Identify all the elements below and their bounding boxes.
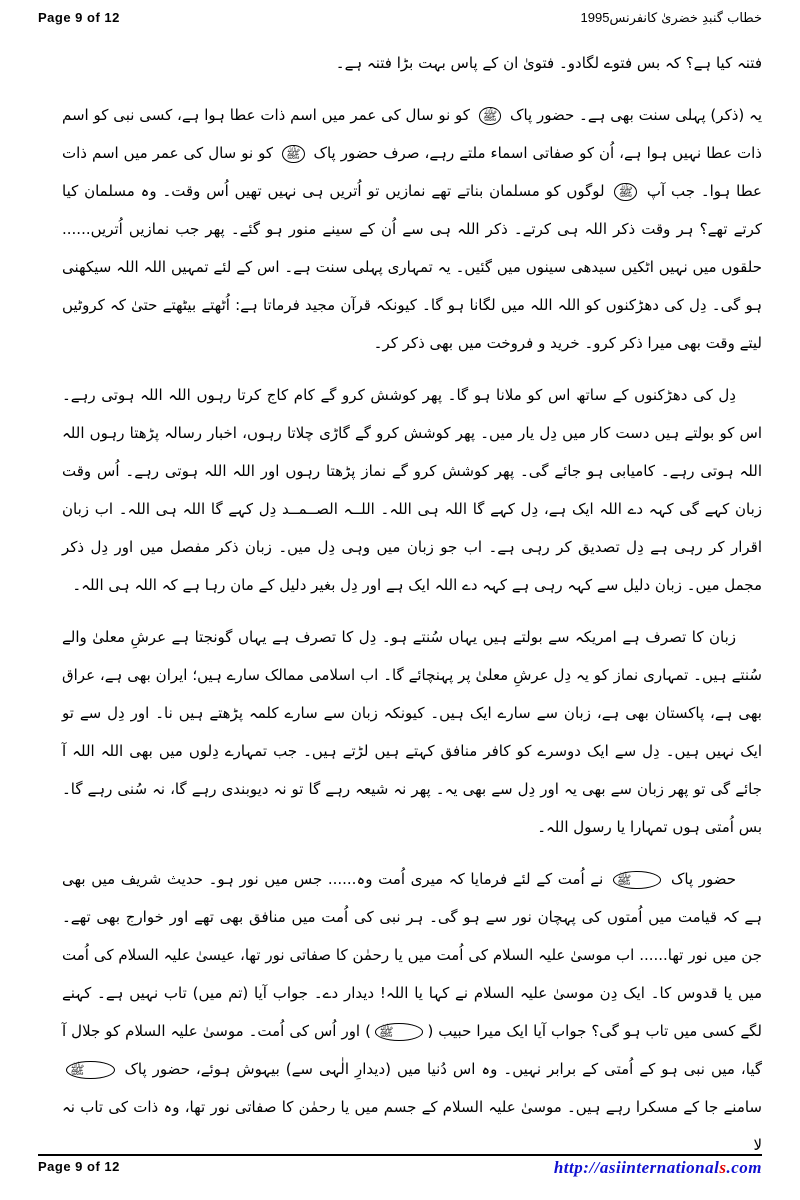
document-body: [62, 44, 762, 1178]
salutation-icon: ﷺ: [613, 871, 662, 889]
salutation-icon: ﷺ: [614, 183, 637, 201]
url-prefix: http://asiinternational: [553, 1158, 720, 1177]
footer-divider: [38, 1154, 762, 1156]
salutation-icon: ﷺ: [375, 1023, 424, 1041]
paragraph-2: یہ (ذکر) پہلی سنت بھی ہے۔ حضور پاک ﷺ کو نو سال کی عمر میں اسم ذات عطا ہوا ہے، کسی نبی کو اسم ذات عطا نہیں ہوا ہے، اُن کو صفاتی اسماء ملتے رہے، صرف حضور پاک ﷺ کو نو سال کی عمر میں اسم ذات عطا ہوا۔ جب آپ ﷺ لوگوں کو مسلمان بناتے تھے نمازیں تو اُتریں ہی نہیں تھیں اُس وقت۔ وہ مسلمان کیا کرتے تھے؟ ہر وقت ذکر اللہ ہی کرتے۔ ذکر اللہ ہی سے اُن کے سینے منور ہو گئے۔ پھر جب نمازیں اُتریں...... حلقوں میں نہیں اٹکیں سیدھی سینوں میں گئیں۔ یہ تمہاری پہلی سنت ہے۔ اس کے لئے تمہیں اللہ اللہ سیکھنی ہو گی۔ دِل کی دھڑکنوں کو اللہ اللہ میں لگانا ہو گا۔ کیونکہ قرآن مجید فرماتا ہے: اُٹھتے بیٹھتے حتیٰ کہ کروٹیں لیتے وقت بھی میرا ذکر کرو۔ خرید و فروخت میں بھی ذکر کر۔: [62, 106, 762, 352]
page-footer: [38, 1159, 762, 1179]
salutation-icon: ﷺ: [479, 107, 502, 125]
document-title-text: خطاب گنبدِ خضریٰ کانفرنس: [609, 11, 762, 26]
url-suffix: .com: [726, 1158, 762, 1177]
website-link[interactable]: [554, 1158, 762, 1178]
salutation-icon: ﷺ: [282, 145, 305, 163]
document-title: [575, 10, 762, 26]
header-page-number: Page 9 of 12: [38, 10, 120, 25]
page-header: [38, 10, 762, 30]
document-year: 1995: [580, 10, 610, 25]
paragraph-1: فتنہ کیا ہے؟ کہ بس فتوے لگادو۔ فتویٰ ان کے پاس بہت بڑا فتنہ ہے۔: [335, 54, 762, 72]
paragraph-4: زبان کا تصرف ہے امریکہ سے بولتے ہیں یہاں سُنتے ہو۔ دِل کا تصرف ہے یہاں گونجتا ہے عرشِ معلیٰ والے سُنتے ہیں۔ تمہاری نماز کو یہ دِل عرشِ معلیٰ پر پہنچائے گا۔ اب اسلامی ممالک سارے ہیں؛ ایران بھی ہے، عراق بھی ہے، پاکستان بھی ہے، زبان سے سارے ایک ہیں۔ کیونکہ زبان سے سارے کلمہ پڑھتے ہیں نا۔ اور دِل سے تو ایک نہیں ہیں۔ دِل سے ایک دوسرے کو کافر منافق کہتے ہیں لڑتے ہیں۔ جب تمہارے دِلوں میں بھی اللہ اللہ آ جائے گی تو پھر زبان سے بھی یہ اور دِل سے بھی یہ۔ پھر نہ شیعہ رہے گا تو نہ دیوبندی رہے گا، نہ سُنی رہے گا۔ بس اُمتی ہوں تمہارا یا رسول اللہ۔: [62, 628, 762, 836]
footer-page-number: Page 9 of 12: [38, 1159, 120, 1174]
salutation-icon: ﷺ: [66, 1061, 115, 1079]
paragraph-5: حضور پاک ﷺ نے اُمت کے لئے فرمایا کہ میری اُمت وہ...... جس میں نور ہو۔ حدیث شریف میں بھی ہے کہ قیامت میں اُمتوں کی پہچان نور سے ہو گی۔ ہر نبی کی اُمت میں منافق بھی تھے اور خوارج بھی تھے۔ جن میں نور تھا...... اب موسیٰ علیہ السلام کی اُمت میں یا رحمٰن کا صفاتی نور تھا، عیسیٰ علیہ السلام کی اُمت میں یا قدوس کا۔ ایک دِن موسیٰ علیہ السلام نے کہا یا اللہ! دیدار دے۔ جواب آیا (تم میں) تاب نہیں ہے۔ کہنے لگے کسی میں تاب ہو گی؟ جواب آیا ایک میرا حبیب (ﷺ) اور اُس کی اُمت۔ موسیٰ علیہ السلام کو جلال آ گیا، میں نبی ہو کے اُمتی کے برابر نہیں۔ وہ اس دُنیا میں (دیدارِ الٰہی سے) بیہوش ہوئے، حضور پاک ﷺ سامنے جا کے مسکرا رہے ہیں۔ موسیٰ علیہ السلام کے جسم میں یا رحمٰن کا صفاتی نور تھا، وہ ذات کی تاب نہ لا: [62, 870, 762, 1154]
paragraph-3: دِل کی دھڑکنوں کے ساتھ اس کو ملانا ہو گا۔ پھر کوشش کرو گے کام کاج کرتا رہوں اللہ اللہ ہوتی رہے۔ اس کو بولتے ہیں دست کار میں دِل یار میں۔ پھر کوشش کرو گے گاڑی چلاتا رہوں، اخبار رسالہ پڑھتا رہوں اللہ اللہ ہوتی رہے۔ کامیابی ہو جائے گی۔ پھر کوشش کرو گے نماز پڑھتا رہوں اور اللہ اللہ ہوتی رہے۔ اُس وقت زبان کہے گی کہہ دے اللہ ایک ہے، دِل کہے گا اللہ ہی اللہ۔ اللــہ الصــمــد دِل کہے گا اللہ ہی اللہ۔ اب زبان اقرار کر رہی ہے دِل تصدیق کر رہی ہے۔ اب جو زبان میں وہی دِل میں۔ زبان ذکر مفصل میں اور دِل ذکر مجمل میں۔ زبان دلیل سے کہہ رہی ہے کہہ دے اللہ ایک ہے اور دِل بغیر دلیل کے مان رہا ہے کہ اللہ ہی اللہ۔: [62, 386, 762, 594]
url-highlight: s: [719, 1158, 727, 1177]
